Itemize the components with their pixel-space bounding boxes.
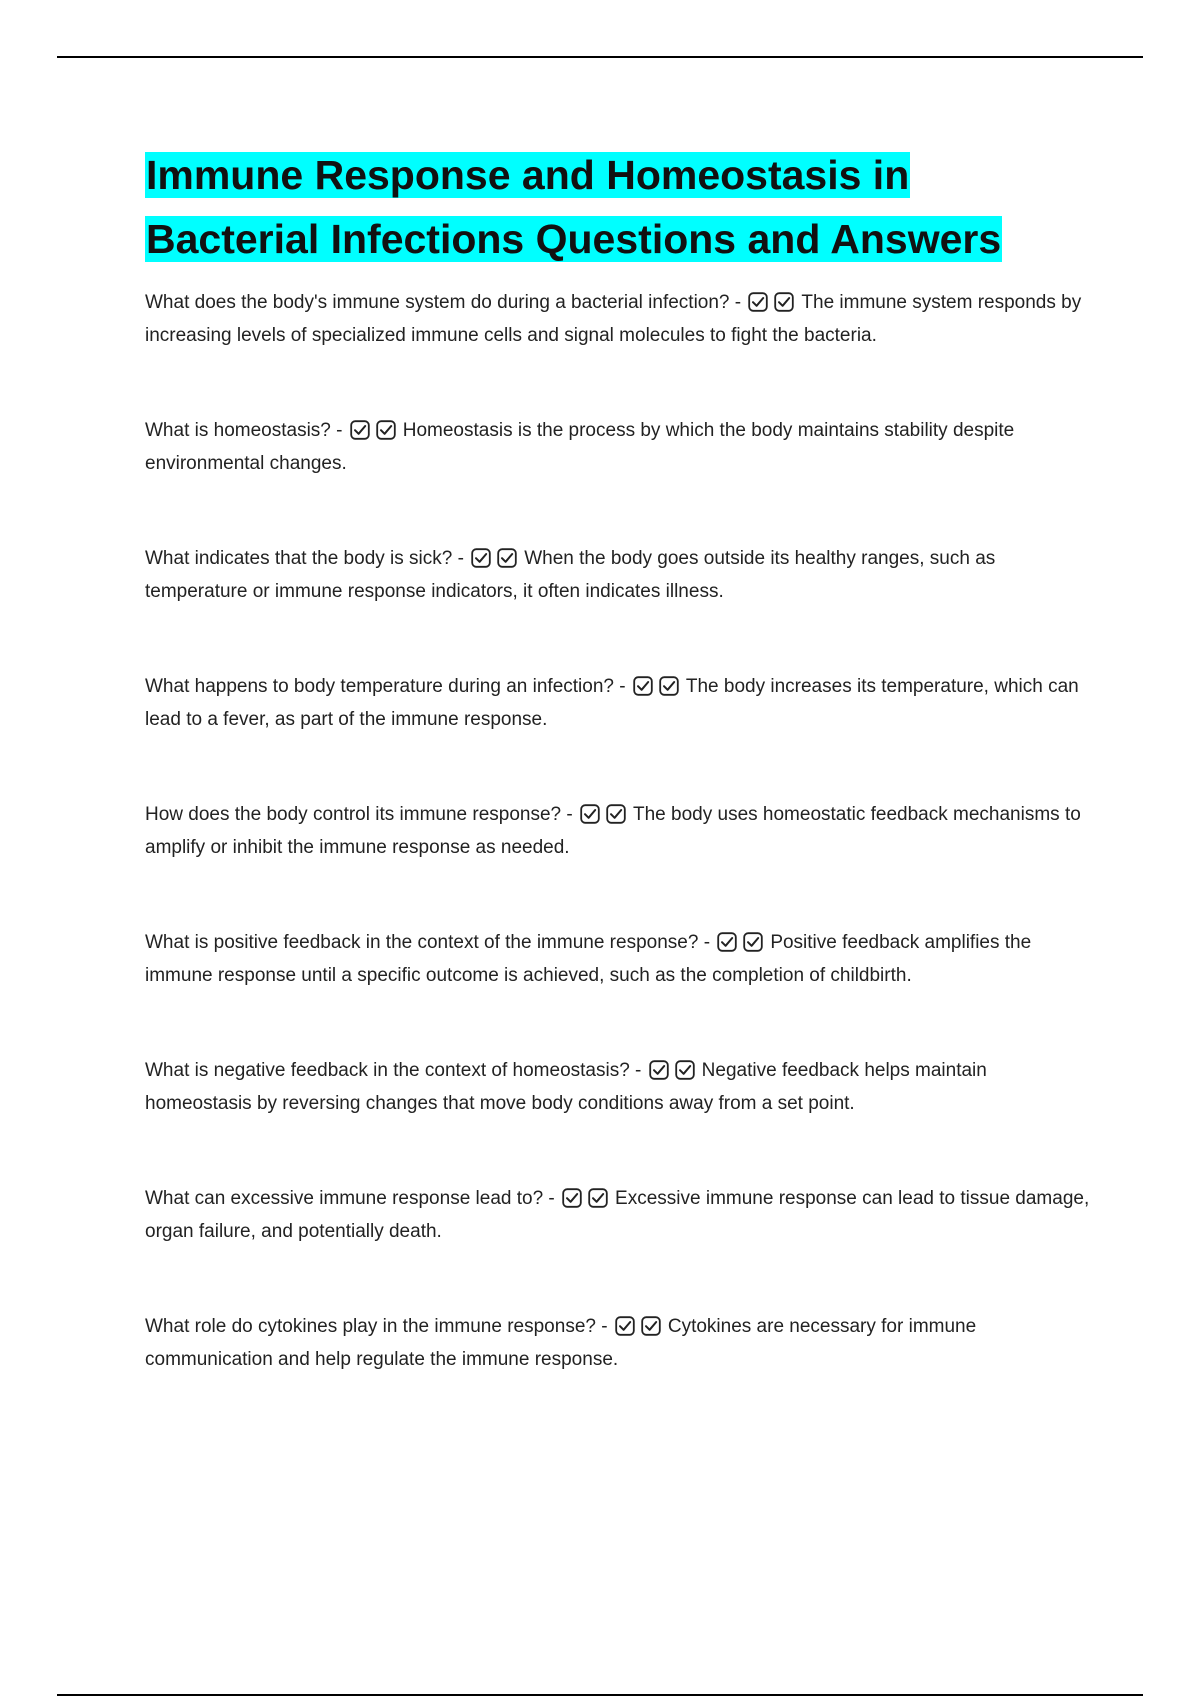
page-title (145, 143, 1085, 271)
question-text: What is positive feedback in the context of the immune response? (145, 932, 699, 953)
checkbox-checked-icon (588, 1188, 608, 1208)
separator: - (452, 548, 470, 569)
qa-item (145, 1184, 1090, 1246)
top-rule (57, 56, 1143, 58)
question-text: What indicates that the body is sick? (145, 548, 453, 569)
separator: - (561, 804, 578, 825)
checkbox-checked-icon (675, 1060, 695, 1080)
separator: - (595, 1316, 613, 1337)
qa-item (145, 544, 1090, 606)
checkbox-checked-icon (659, 676, 679, 696)
answer-text: Positive feedback amplifies the immune response until a specific outcome is achieved, such as the completion of childbirth. (145, 932, 1032, 986)
check-marks (649, 1060, 701, 1089)
checkbox-checked-icon (743, 932, 763, 952)
separator: - (629, 1060, 647, 1081)
answer-text: The immune system responds by increasing levels of specialized immune cells and signal molecules to fight the bacteria. (145, 292, 1082, 346)
checkbox-checked-icon (497, 548, 517, 568)
checkbox-checked-icon (717, 932, 737, 952)
question-text: What is negative feedback in the context of homeostasis? (145, 1060, 630, 1081)
separator: - (613, 676, 631, 697)
check-marks (717, 932, 769, 961)
checkbox-checked-icon (633, 676, 653, 696)
answer-text: Cytokines are necessary for immune communication and help regulate the immune response. (145, 1316, 977, 1370)
check-marks (350, 420, 402, 449)
checkbox-checked-icon (615, 1316, 635, 1336)
checkbox-checked-icon (471, 548, 491, 568)
checkbox-checked-icon (748, 292, 768, 312)
qa-item (145, 928, 1090, 990)
answer-text: Negative feedback helps maintain homeostasis by reversing changes that move body conditions away from a set point. (145, 1060, 987, 1114)
qa-item (145, 1056, 1090, 1118)
checkbox-checked-icon (580, 804, 600, 824)
check-marks (633, 676, 685, 705)
bottom-rule (57, 1694, 1143, 1696)
answer-text: The body increases its temperature, which can lead to a fever, as part of the immune response. (145, 676, 1079, 730)
separator: - (330, 420, 348, 441)
checkbox-checked-icon (350, 420, 370, 440)
checkbox-checked-icon (774, 292, 794, 312)
check-marks (562, 1188, 614, 1217)
question-text: What happens to body temperature during an infection? (145, 676, 614, 697)
answer-text: The body uses homeostatic feedback mechanisms to amplify or inhibit the immune response as needed. (145, 804, 1081, 858)
qa-item (145, 288, 1090, 350)
check-marks (471, 548, 523, 577)
qa-list (145, 288, 1090, 1440)
question-text: How does the body control its immune response? (145, 804, 562, 825)
question-text: What does the body's immune system do during a bacterial infection? (145, 292, 730, 313)
answer-text: Homeostasis is the process by which the body maintains stability despite environmental changes. (145, 420, 1015, 474)
qa-item (145, 672, 1090, 734)
checkbox-checked-icon (562, 1188, 582, 1208)
checkbox-checked-icon (649, 1060, 669, 1080)
answer-text: Excessive immune response can lead to tissue damage, organ failure, and potentially death. (145, 1188, 1090, 1242)
check-marks (615, 1316, 667, 1345)
question-text: What can excessive immune response lead to? (145, 1188, 544, 1209)
qa-item (145, 800, 1090, 862)
checkbox-checked-icon (376, 420, 396, 440)
qa-item (145, 1312, 1090, 1374)
answer-text: When the body goes outside its healthy ranges, such as temperature or immune response indicators, it often indicates illness. (145, 548, 996, 602)
question-text: What is homeostasis? (145, 420, 331, 441)
separator: - (698, 932, 716, 953)
question-text: What role do cytokines play in the immune response? (145, 1316, 596, 1337)
separator: - (729, 292, 747, 313)
check-marks (580, 804, 632, 833)
separator: - (543, 1188, 561, 1209)
checkbox-checked-icon (641, 1316, 661, 1336)
checkbox-checked-icon (606, 804, 626, 824)
page-title-text: Immune Response and Homeostasis in Bacterial Infections Questions and Answers (146, 152, 1002, 262)
qa-item (145, 416, 1090, 478)
check-marks (748, 292, 800, 321)
